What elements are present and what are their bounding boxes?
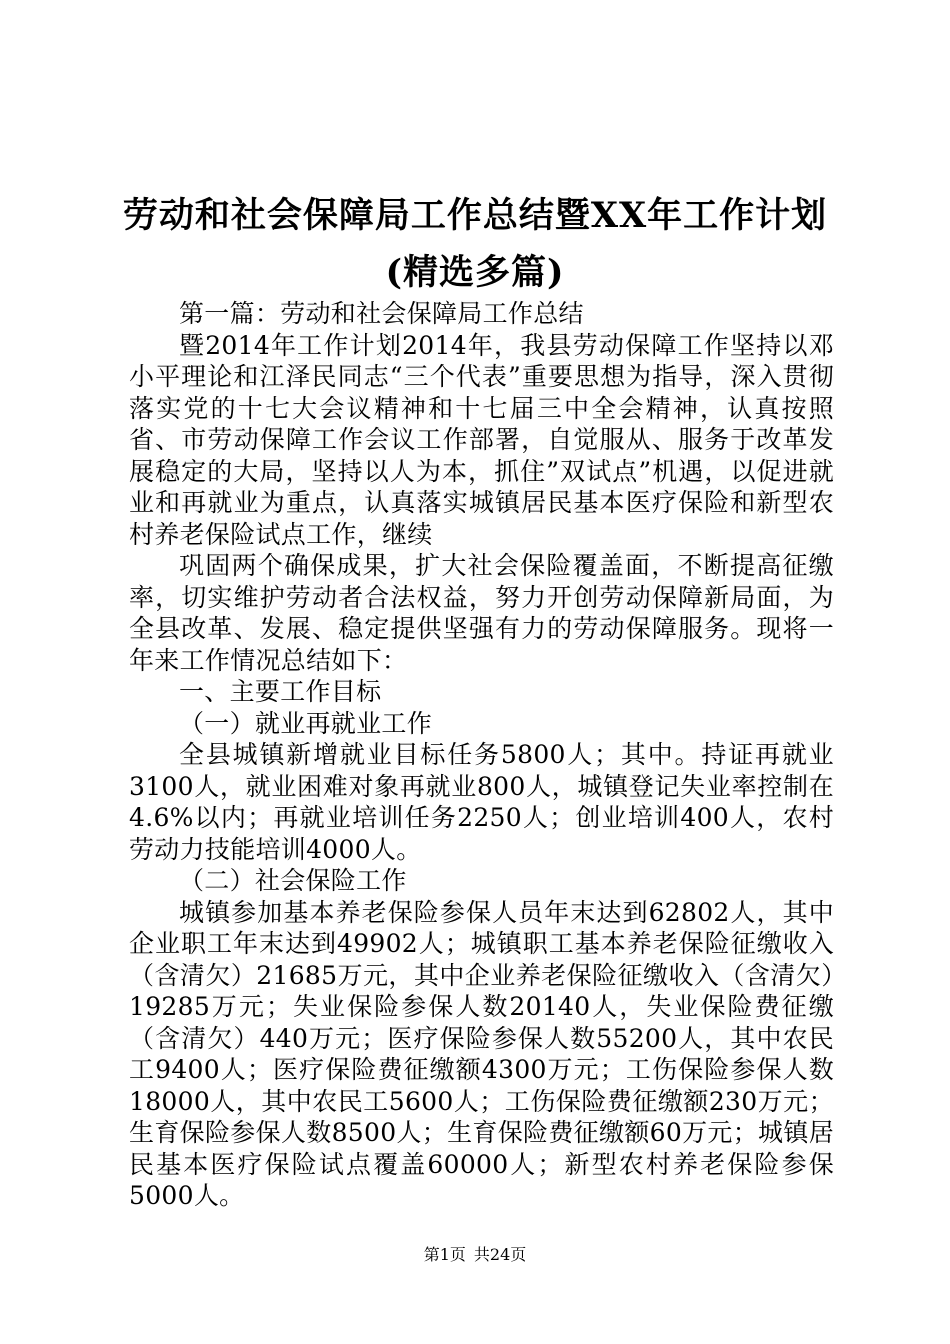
- page-footer: [0, 1242, 950, 1265]
- body-paragraph: 全县城镇新增就业目标任务5800人；其中。持证再就业3100人，就业困难对象再就业800人，城镇登记失业率控制在4.6%以内；再就业培训任务2250人；创业培训400人，农村劳动力技能培训4000人。: [129, 740, 834, 864]
- body-paragraph: 巩固两个确保成果，扩大社会保险覆盖面，不断提高征缴率，切实维护劳动者合法权益，努力开创劳动保障新局面，为全县改革、发展、稳定提供坚强有力的劳动保障服务。现将一年来工作情况总结如下：: [129, 551, 834, 675]
- subsection-heading-employment: （一）就业再就业工作: [179, 708, 433, 738]
- section-heading-chapter-1: 第一篇：劳动和社会保障局工作总结: [179, 299, 584, 328]
- document-title-line-2: (精选多篇): [385, 252, 565, 293]
- subsection-heading-social-insurance: （二）社会保险工作: [179, 866, 407, 895]
- section-heading-main-goals: 一、主要工作目标: [179, 677, 382, 706]
- body-paragraph: 暨2014年工作计划2014年，我县劳动保障工作坚持以邓小平理论和江泽民同志“三个代表”重要思想为指导，深入贯彻落实党的十七大会议精神和十七届三中全会精神，认真按照省、市劳动保障工作会议工作部署，自觉服从、服务于改革发展稳定的大局，坚持以人为本，抓住”双试点”机遇，以促进就业和再就业为重点，认真落实城镇居民基本医疗保险和新型农村养老保险试点工作，继续: [129, 330, 834, 549]
- body-paragraph: 城镇参加基本养老保险参保人员年末达到62802人，其中企业职工年末达到49902人；城镇职工基本养老保险征缴收入（含清欠）21685万元，其中企业养老保险征缴收入（含清欠）19285万元；失业保险参保人数20140人，失业保险费征缴（含清欠）440万元；医疗保险参保人数55200人，其中农民工9400人；医疗保险费征缴额4300万元；工伤保险参保人数18000人，其中农民工5600人；工伤保险费征缴额230万元；生育保险参保人数8500人；生育保险费征缴额60万元；城镇居民基本医疗保险试点覆盖60000人；新型农村养老保险参保5000人。: [129, 897, 834, 1210]
- document-body: [129, 298, 834, 1212]
- page-number: 第1页: [423, 1245, 466, 1264]
- document-title-line-1: 劳动和社会保障局工作总结暨XX年工作计划: [122, 195, 828, 236]
- page-total: 共24页: [473, 1245, 527, 1264]
